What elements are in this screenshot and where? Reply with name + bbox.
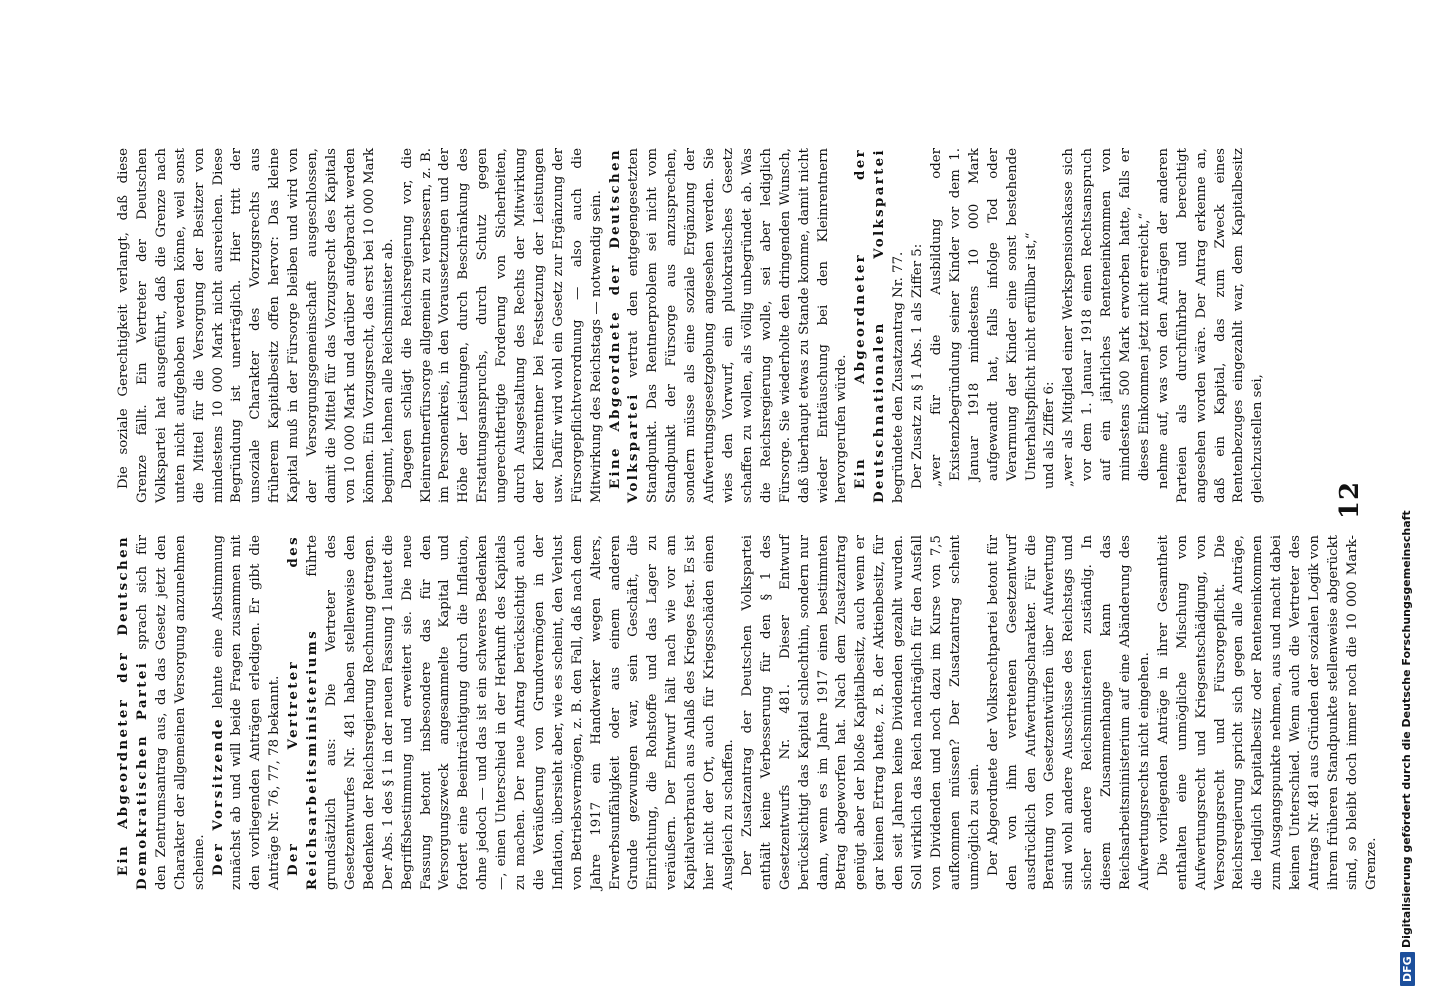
dfg-logo: DFG bbox=[1400, 952, 1415, 986]
paragraph-text: begründete den Zusatzantrag Nr. 77. bbox=[891, 251, 907, 503]
paragraph bbox=[928, 148, 1041, 503]
paragraph bbox=[399, 148, 607, 503]
left-text-column bbox=[115, 535, 1379, 890]
paragraph bbox=[1155, 535, 1382, 890]
digitization-footer bbox=[1392, 0, 1426, 1000]
speaker-lead: Der Vertreter des Reichsarbeitsministeriums bbox=[286, 535, 321, 890]
page-number: 12 bbox=[1335, 480, 1365, 520]
paragraph bbox=[210, 535, 286, 890]
paragraph-text: Der Abgeordnete der Volksrechtpartei betont für den von ihm vertretenen Gesetzentwurf ausdrücklich den Aufwertungscharakter. Für die Beratung von Gesetzentwürfen über Aufwertung sind wohl andere Ausschüsse des Reichstags und sicher andere Reichsministerien zuständig. In diesem Zusammenhange kann das Reichsarbeitsministerium auf eine Abänderung des Aufwertungsrechts nicht eingehen. bbox=[985, 535, 1152, 890]
speaker-lead: Ein Abgeordneter der Deutschen Demokratischen Partei bbox=[116, 535, 150, 890]
paragraph bbox=[115, 535, 210, 890]
paragraph bbox=[985, 535, 1155, 890]
paragraph-text: Der Zusatzantrag der Deutschen Volkspartei enthält keine Verbesserung für den § 1 des Gesetzentwurfs Nr. 481. Dieser Entwurf berücksichtigt das Kapital schlechthin, sondern nur dann, wenn es im Jahre 1917 einen bestimmten Betrag abgeworfen hat. Nach dem Zusatzantrag genügt aber der bloße Kapitalbesitz, auch wenn er gar keinen Ertrag hatte, z. B. der Aktienbesitz, für den seit Jahren keine Dividenden gezahlt wurden. Soll wirklich das Reich nachträglich für den Ausfall von Dividenden und noch dazu im Kurse von 7,5 aufkommen müssen? Der Zusatzantrag scheint unmöglich zu sein. bbox=[739, 535, 982, 890]
paragraph bbox=[909, 148, 928, 503]
paragraph-text: führte grundsätzlich aus: Die Vertreter des Gesetzentwurfes Nr. 481 haben stellenweise den Bedenken der Reichsregierung Rechnung getragen. Der Abs. 1 des § 1 in der neuen Fassung 1 lautet die Begriffsbestimmung und erweitert sie. Die neue Fassung betont insbesondere das für den Versorgungszweck angesammelte Kapital und fordert eine Beeinträchtigung durch die Inflation, ohne jedoch — und das ist ein schweres Bedenken —, einen Unterschied in der Herkunft des Kapitals zu machen. Der neue Antrag berücksichtigt auch die Veräußerung von Grundvermögen in der Inflation, übersieht aber, wie es scheint, den Verlust von Betriebsvermögen, z. B. den Fall, daß nach dem Jahre 1917 ein Handwerker wegen Alters, Erwerbsunfähigkeit oder aus einem anderen Grunde gezwungen war, sein Geschäft, die Einrichtung, die Rohstoffe und das Lager zu veräußern. Der Entwurf hält nach wie vor am Kapitalverbrauch aus Anlaß des Krieges fest. Es ist hier nicht der Ort, auch für Kriegsschäden einen Ausgleich zu schaffen. bbox=[305, 535, 736, 890]
paragraph bbox=[607, 148, 853, 503]
paragraph-text: Der Zusatz zu § 1 Abs. 1 als Ziffer 5: bbox=[910, 243, 926, 489]
paragraph-text: „wer für die Ausbildung oder Existenzbegründung seiner Kinder vor dem 1. Januar 1918 mindestens 10 000 Mark aufgewandt hat, falls infolge Tod oder Verarmung der Kinder eine sonst bestehende Unterhaltspflicht nicht erfüllbar ist,“ bbox=[928, 148, 1039, 487]
speaker-lead: Der Vorsitzende bbox=[210, 716, 226, 876]
paragraph-text: Die soziale Gerechtigkeit verlangt, daß diese Grenze fällt. Ein Vertreter der Deutschen Volkspartei hat ausgeführt, daß die Grenze nach unten nicht aufgehoben werden könne, weil sonst die Mittel für die Versorgung der Besitzer von mindestens 10 000 Mark nicht ausreichen. Diese Begründung ist unerträglich. Hier tritt der unsoziale Charakter des Vorzugsrechts aus früherem Kapitalbesitz offen hervor: Das kleine Kapital muß in der Fürsorge bleiben und wird von der Versorgungsgemeinschaft ausgeschlossen, damit die Mittel für das Vorzugsrecht des Kapitals von 10 000 Mark und darüber aufgebracht werden können. Ein Vorzugsrecht, das erst bei 10 000 Mark beginnt, lehnen alle Reichsminister ab. bbox=[116, 148, 396, 503]
speaker-lead: Ein Abgeordneter der Deutschnationalen Volkspartei bbox=[853, 148, 888, 503]
paragraph bbox=[1060, 148, 1155, 503]
paragraph bbox=[1155, 148, 1268, 503]
paragraph bbox=[739, 535, 985, 890]
paragraph-text: und als Ziffer 6: bbox=[1042, 381, 1058, 489]
paragraph bbox=[1041, 148, 1060, 503]
speaker-lead: Eine Abgeordnete der Deutschen Volkspartei bbox=[607, 148, 642, 503]
paragraph-text: vertrat den entgegengesetzten Standpunkt. Das Rentnerproblem sei nicht vom Standpunkt der Fürsorge aus anzusprechen, sondern müsse als eine soziale Ergänzung der Aufwertungsgesetzgebung angesehen werden. Sie wies den Vorwurf, ein plutokratisches Gesetz schaffen zu wollen, als völlig unbegründet ab. Was die Reichsregierung wolle, sei aber lediglich Fürsorge. Sie wiederholte den dringenden Wunsch, daß überhaupt etwas zu Stande komme, damit nicht wieder Enttäuschung bei den Kleinrentnern hervorgerufen würde. bbox=[626, 148, 850, 503]
paragraph-text: Dagegen schlägt die Reichsregierung vor, die Kleinrentnerfürsorge allgemein zu verbessern, z. B. im Personenkreis, in den Voraussetzungen und der Höhe der Leistungen, durch Beschränkung des Erstattungsanspruchs, durch Schutz gegen ungerechtfertigte Forderung von Sicherheiten, durch Ausgestaltung des Rechts der Mitwirkung der Kleinrentner bei Festsetzung der Leistungen usw. Dafür wird wohl ein Gesetz zur Ergänzung der Fürsorgepflichtverordnung — also auch die Mitwirkung des Reichstags — notwendig sein. bbox=[399, 148, 604, 503]
paragraph-text: sprach sich für den Zentrumsantrag aus, da das Gesetz jetzt den Charakter der allgemeinen Versorgung anzunehmen scheine. bbox=[134, 535, 207, 890]
right-text-column bbox=[115, 148, 1311, 503]
paragraph-text: Die vorliegenden Anträge in ihrer Gesamtheit enthalten eine unmögliche Mischung von Aufwertungsrecht und Kriegsentschädigung, von Versorgungsrecht und Fürsorgepflicht. Die Reichsregierung spricht sich gegen alle Anträge, die lediglich Kapitalbesitz oder Renteneinkommen zum Ausgangspunkte nehmen, aus und macht dabei keinen Unterschied. Wenn auch die Vertreter des Antrags Nr. 481 aus Gründen der sozialen Logik von ihrem früheren Standpunkte stellenweise abgerückt sind, so bleibt doch immer noch die 10 000 Mark-Grenze. bbox=[1155, 535, 1379, 890]
paragraph-text: lehnte eine Abstimmung zunächst ab und will beide Fragen zusammen mit den vorliegenden Anträgen erledigen. Er gibt die Anträge Nr. 76, 77, 78 bekannt. bbox=[210, 535, 283, 890]
paragraph-text: „wer als Mitglied einer Werkspensionskasse sich vor dem 1. Januar 1918 einen Rechtsanspruch auf ein jährliches Renteneinkommen von mindestens 500 Mark erworben hatte, falls er dieses Einkommen jetzt nicht erreicht,“ bbox=[1061, 148, 1152, 487]
paragraph bbox=[285, 535, 739, 890]
paragraph-text: nehme auf, was von den Anträgen der anderen Parteien als durchführbar und berechtigt angesehen worden wäre. Der Antrag erkenne an, daß ein Kapital, das zum Zweck eines Rentenbezuges eingezahlt war, dem Kapitalbesitz gleichzustellen sei, bbox=[1155, 148, 1266, 503]
paragraph bbox=[852, 148, 909, 503]
paragraph bbox=[115, 148, 399, 503]
digitization-note: Digitalisierung gefördert durch die Deutsche Forschungsgemeinschaft bbox=[1400, 510, 1413, 948]
